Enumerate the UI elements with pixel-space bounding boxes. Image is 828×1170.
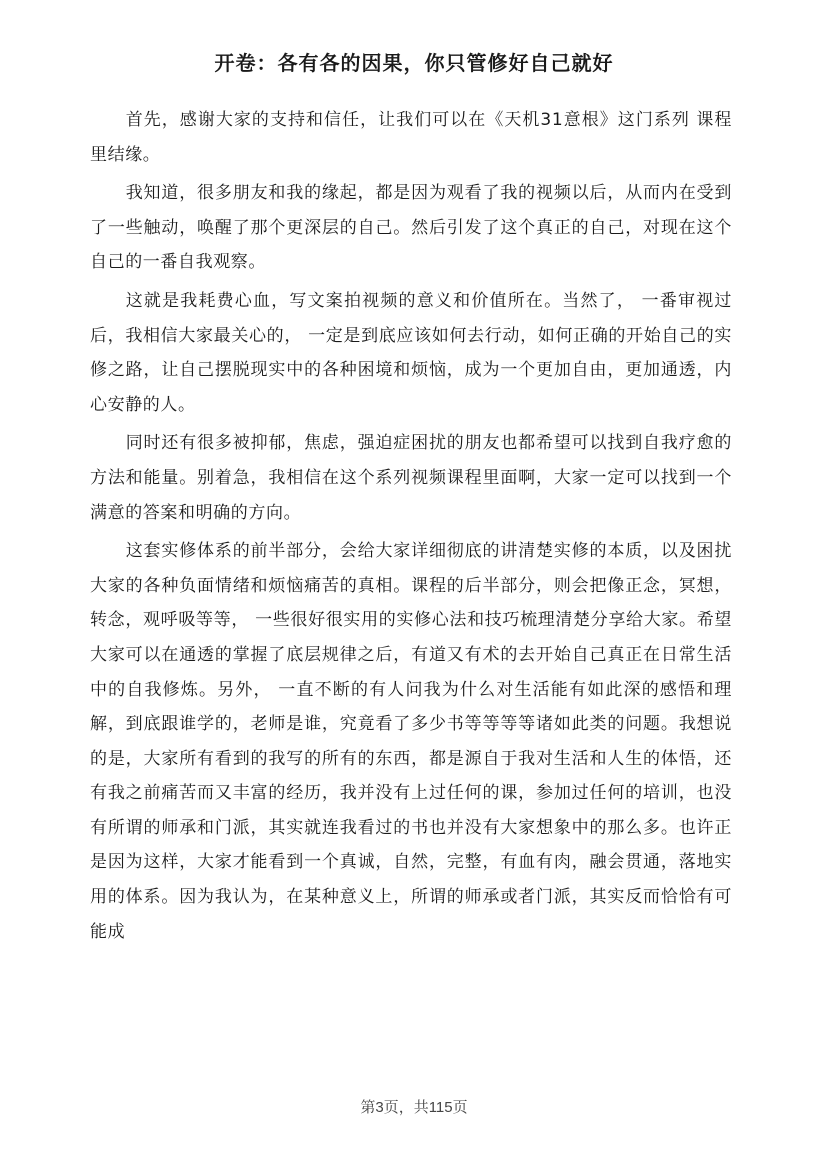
paragraph: 我知道，很多朋友和我的缘起，都是因为观看了我的视频以后，从而内在受到了一些触动，唤醒了那个更深层的自己。然后引发了这个真正的自己，对现在这个自己的一番自我观察。: [90, 183, 732, 273]
paragraph: 这套实修体系的前半部分，会给大家详细彻底的讲清楚实修的本质，以及困扰大家的各种负面情绪和烦恼痛苦的真相。课程的后半部分，则会把像正念，冥想，转念，观呼吸等等， 一些很好很实用的实修心法和技巧梳理清楚分享给大家。希望大家可以在通透的掌握了底层规律之后，有道又有术的去开始自己真正在日常生活中的自我修炼。另外， 一直不断的有人问我为什么对生活能有如此深的感悟和理解，到底跟谁学的，老师是谁，究竟看了多少书等等等等诸如此类的问题。我想说的是，大家所有看到的我写的所有的东西，都是源自于我对生活和人生的体悟，还有我之前痛苦而又丰富的经历，我并没有上过任何的课，参加过任何的培训，也没有所谓的师承和门派，其实就连我看过的书也并没有大家想象中的那么多。也许正是因为这样，大家才能看到一个真诚，自然，完整，有血有肉，融会贯通，落地实用的体系。因为我认为，在某种意义上，所谓的师承或者门派，其实反而恰恰有可能成: [90, 541, 732, 942]
page-title: 开卷：各有各的因果，你只管修好自己就好: [214, 51, 614, 75]
paragraph: 首先，感谢大家的支持和信任，让我们可以在《天机31意根》这门系列 课程里结缘。: [90, 110, 732, 165]
paragraph: 同时还有很多被抑郁，焦虑，强迫症困扰的朋友也都希望可以找到自我疗愈的方法和能量。别着急，我相信在这个系列视频课程里面啊，大家一定可以找到一个满意的答案和明确的方向。: [90, 433, 732, 523]
paragraph: 这就是我耗费心血，写文案拍视频的意义和价值所在。当然了， 一番审视过后，我相信大家最关心的， 一定是到底应该如何去行动，如何正确的开始自己的实修之路，让自己摆脱现实中的各种困境和烦恼，成为一个更加自由，更加通透，内心安静的人。: [90, 290, 732, 415]
document-body: [90, 103, 732, 953]
page-number: 第3页，共115页: [360, 1099, 468, 1116]
